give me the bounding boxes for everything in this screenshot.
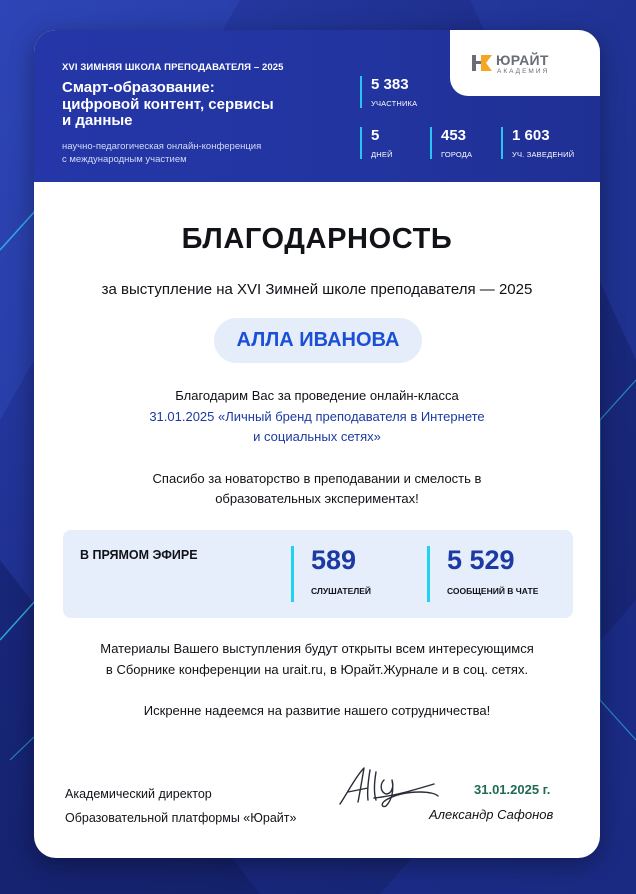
stat-value: 1 603 [512,127,550,144]
materials-line: в Сборнике конференции на urait.ru, в Юрайт.Журнале и в соц. сетях. [105,662,529,677]
urait-logo [450,30,600,96]
conference-subtitle [62,141,332,166]
signature-date: 31.01.2025 г. [474,782,551,797]
stat-participants [360,76,417,108]
innovation-line: Спасибо за новаторство в преподавании и смелость в [152,471,482,486]
conference-title-line: Смарт-образование: [62,79,215,96]
signer-role-line: Академический директор [65,787,212,801]
stat-institutions [501,127,574,159]
certificate-subtitle: за выступление на XVI Зимней школе преподавателя — 2025 [101,281,533,298]
conference-subtitle-line: с международным участием [62,153,187,165]
stat-label: УЧАСТНИКА [371,99,418,108]
stat-value: 5 [371,127,380,144]
stat-cities [430,127,472,159]
conference-title-line: и данные [62,112,133,129]
conference-title-line: цифровой контент, сервисы [62,95,274,113]
stat-value: 453 [441,127,467,144]
conference-subtitle-line: научно-педагогическая онлайн-конференция [62,141,262,152]
stat-value: 5 383 [371,76,409,93]
conference-kicker: XVI ЗИМНЯЯ ШКОЛА ПРЕПОДАВАТЕЛЯ – 2025 [62,62,284,73]
urait-logo-icon [472,54,492,72]
innovation-line: образовательных экспериментах! [215,491,419,506]
live-stat-label: СООБЩЕНИЙ В ЧАТЕ [447,586,539,596]
certificate-title: БЛАГОДАРНОСТЬ [181,223,453,255]
stat-label: ГОРОДА [441,150,473,159]
thanks-line: Благодарим Вас за проведение онлайн-класса [175,388,459,403]
conference-title [62,80,342,130]
handwritten-signature [334,762,444,812]
live-title: В ПРЯМОМ ЭФИРЕ [80,548,198,562]
signer-role-line: Образовательной платформы «Юрайт» [65,811,297,825]
materials-line: Материалы Вашего выступления будут открыты всем интересующимся [100,641,534,656]
logo-sub: АКАДЕМИЯ [497,68,550,75]
stat-days [360,127,393,159]
live-stat-value: 5 529 [447,545,515,575]
live-stat-messages [427,546,538,602]
class-title-line: 31.01.2025 «Личный бренд преподавателя в Интернете [149,409,485,424]
signer-role [65,782,296,830]
hope-line: Искренне надеемся на развитие нашего сотрудничества! [143,703,491,718]
live-stats-box [63,530,573,618]
live-stat-label: СЛУШАТЕЛЕЙ [311,586,372,596]
signer-name: Александр Сафонов [429,807,554,822]
live-stat-listeners [291,546,371,602]
live-stat-value: 589 [311,545,357,575]
certificate-card [34,30,600,858]
stat-label: ДНЕЙ [371,150,393,159]
conference-header [34,30,600,182]
logo-name: ЮРАЙТ [496,52,549,68]
class-title-line: и социальных сетях» [253,429,381,444]
recipient-name: АЛЛА ИВАНОВА [214,318,422,363]
stat-label: УЧ. ЗАВЕДЕНИЙ [512,150,575,159]
